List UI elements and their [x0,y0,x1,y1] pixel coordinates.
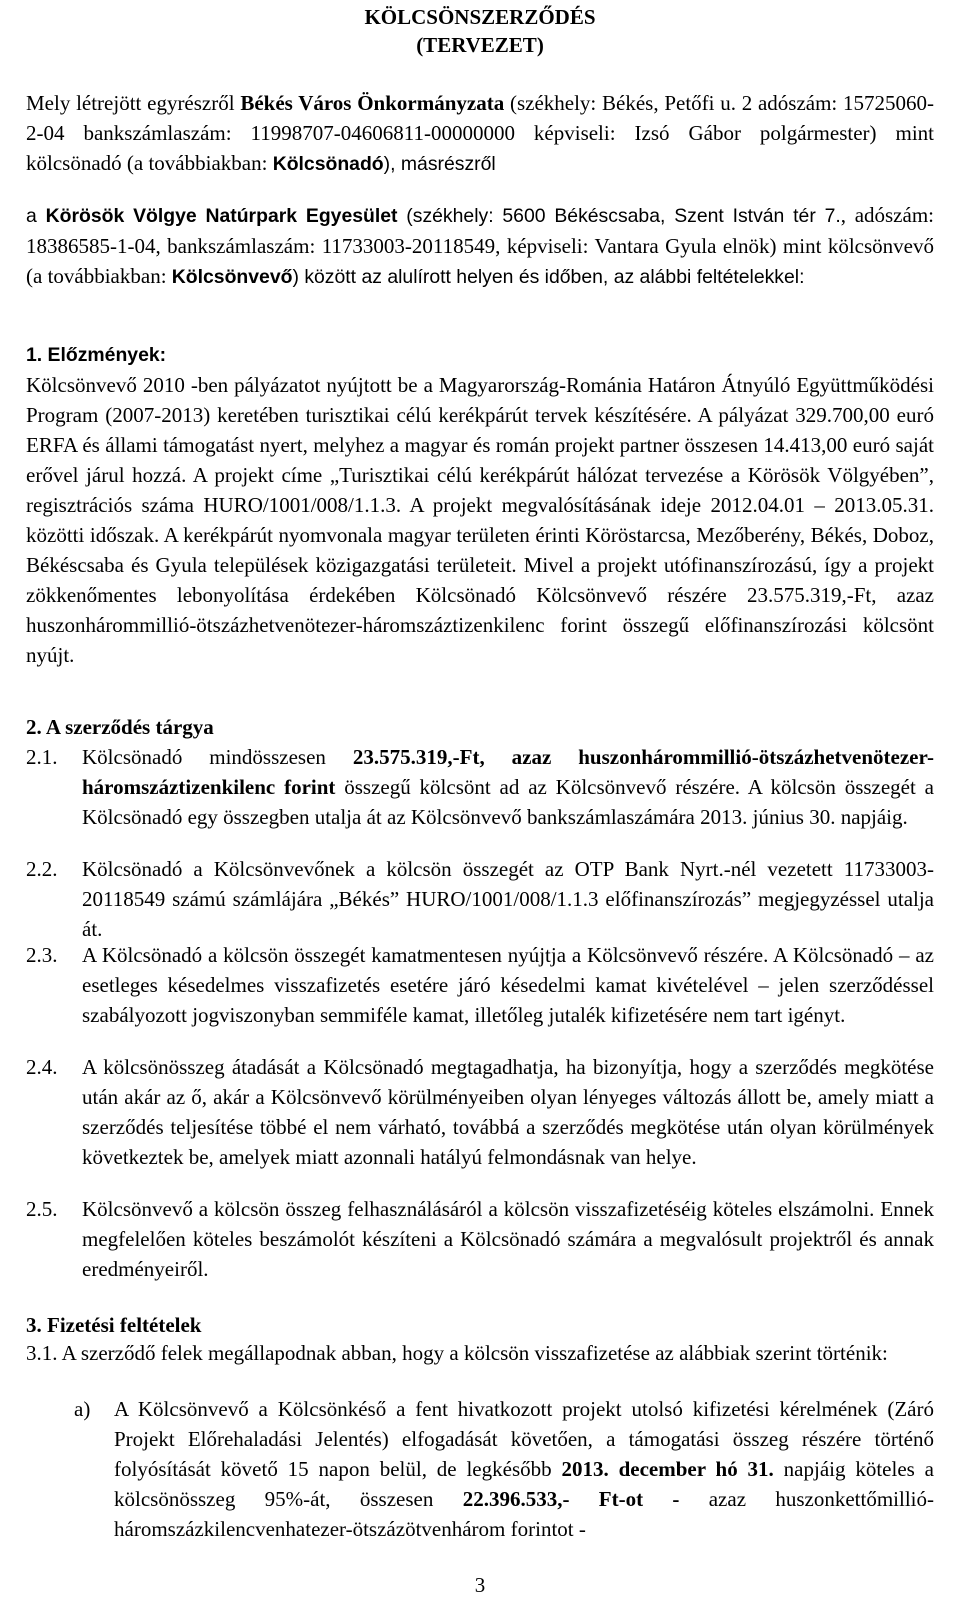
clause-text: A kölcsönösszeg átadását a Kölcsönadó megtagadhatja, ha bizonyítja, hogy a szerződés megkötése után akár az ő, akár a Kölcsönvevő körülményeiben olyan lényeges változás állott be, amely miatt a szerződés teljesítése többé el nem várható, továbbá a szerződés megkötése után olyan körülmények következtek be, amelyek miatt azonnali hatályú felmondásnak van helye. [82,1055,934,1169]
intro-text: ) között az alulírott helyen és időben, az alábbi feltételekkel: [292,266,805,288]
lender-defined-term: Kölcsönadó [272,153,384,175]
clause-2-4 [26,1052,934,1172]
borrower-defined-term: Kölcsönvevő [171,266,293,288]
clause-3-1: 3.1. A szerződő felek megállapodnak abban, hogy a kölcsön visszafizetése az alábbiak szerint történik: [26,1341,888,1365]
clause-number: 2.3. [26,943,58,967]
clause-number: 2.2. [26,857,58,881]
clause-number: 2.4. [26,1055,58,1079]
clause-text: A Kölcsönvevő a Kölcsönkéső a fent hivatkozott projekt utolsó kifizetési kérelmének (Záró Projekt Előrehaladási Jelentés) elfogadását követően, a támogatási összeg részére történő folyósítását követő 15 napon belül, de legkésőbb [114,1397,934,1481]
clause-2-5 [26,1194,934,1284]
intro-text: a [26,205,46,227]
clause-text: Kölcsönadó a Kölcsönvevőnek a kölcsön összegét az OTP Bank Nyrt.-nél vezetett 11733003-20118549 számú számlájára „Békés” HURO/1001/008/1.1.3 előfinanszírozás” megjegyzéssel utalja át. [82,857,934,941]
document-subtitle: (TERVEZET) [416,33,544,57]
clause-text: napjáig köteles a kölcsönösszeg 95%-át, összesen [114,1457,934,1511]
section-1-body: Kölcsönvevő 2010 -ben pályázatot nyújtott be a Magyarország-Románia Határon Átnyúló Együttműködési Program (2007-2013) keretében turisztikai célú kerékpárút tervek készítésére. A pályázat 329.700,00 euró ERFA és állami támogatást nyert, melyhez a magyar és román projekt partner összesen 14.413,00 euró saját erővel járul hozzá. A projekt címe „Turisztikai célú kerékpárút hálózat tervezése a Körösök Völgyében”, regisztrációs száma HURO/1001/008/1.1.3. A projekt megvalósításának ideje 2012.04.01 – 2013.05.31. közötti időszak. A kerékpárút nyomvonala magyar területen érinti Köröstarcsa, Mezőberény, Békés, Doboz, Békéscsaba és Gyula települések közigazgatási területeit. Mivel a projekt utófinanszírozású, így a projekt zökkenőmentes lebonyolítása érdekében Kölcsönadó Kölcsönvevő részére 23.575.319,-Ft, azaz huszonhárommillió-ötszázhetvenötezer-háromszáztizenkilenc forint összegű előfinanszírozási kölcsönt nyújt. [26,373,934,667]
borrower-name: Körösök Völgye Natúrpark Egyesület [45,205,398,227]
clause-2-3 [26,940,934,1030]
clause-text: összegű kölcsönt ad az Kölcsönvevő részére. A kölcsön összegét a Kölcsönadó egy összegben utalja át az Kölcsönvevő bankszámlaszámára 2013. június 30. napjáig. [82,775,934,829]
intro-paragraph-borrower [26,200,934,292]
clause-3-1-a [74,1394,935,1544]
intro-text: Mely létrejött egyrészről [26,91,241,115]
clause-2-2 [26,854,934,944]
clause-text: azaz huszonkettőmillió-háromszázkilencvenhatezer-ötszázötvenhárom forintot - [114,1487,935,1541]
clause-text: Kölcsönvevő a kölcsön összeg felhasználásáról a kölcsön visszafizetéséig köteles elszámolni. Ennek megfelelően köteles beszámolót készíteni a Kölcsönadó számára a megvalósult projektről és annak eredményeiről. [82,1197,934,1281]
deadline-date: 2013. december hó 31. [561,1457,774,1481]
section-1-heading: 1. Előzmények: [26,344,167,366]
clause-text: A Kölcsönadó a kölcsön összegét kamatmentesen nyújtja a Kölcsönvevő részére. A Kölcsönadó – az esetleges késedelmes visszafizetés esetére járó késedelmi kamat kivételével – jelen szerződéssel szabályozott jogviszonyban semmiféle kamat, illetőleg jutalék kifizetésére nem tart igényt. [82,943,934,1027]
clause-number: 2.1. [26,745,58,769]
list-marker: a) [74,1397,91,1421]
intro-paragraph-lender [26,88,934,179]
intro-text: ), másrészről [383,153,496,175]
clause-text: Kölcsönadó mindösszesen [82,745,353,769]
clause-2-1 [26,742,934,832]
document-title: KÖLCSÖNSZERZŐDÉS [364,5,596,29]
intro-text: (székhely: 5600 Békéscsaba, Szent István tér 7. [397,205,841,227]
lender-name: Békés Város Önkormányzata [240,91,505,115]
section-3-heading: 3. Fizetési feltételek [26,1313,202,1337]
section-2-heading: 2. A szerződés tárgya [26,715,214,739]
intro-text: , adószám: 18386585-1-04, bankszámlaszám: 11733003-20118549, képviseli: Vantara Gyula elnök) mint kölcsönvevő (a továbbiakban: [26,203,934,288]
repayment-amount: 22.396.533,- Ft-ot - [462,1487,680,1511]
clause-number: 2.5. [26,1197,58,1221]
page-number: 3 [474,1573,486,1597]
intro-text: (székhely: Békés, Petőfi u. 2 adószám: 15725060-2-04 bankszámlaszám: 11998707-04606811-00000000 képviseli: Izsó Gábor polgármester) mint kölcsönadó (a továbbiakban: [26,91,934,175]
loan-amount: 23.575.319,-Ft, azaz huszonhárommillió-ötszázhetvenötezer-háromszáztizenkilenc forint [82,745,934,799]
